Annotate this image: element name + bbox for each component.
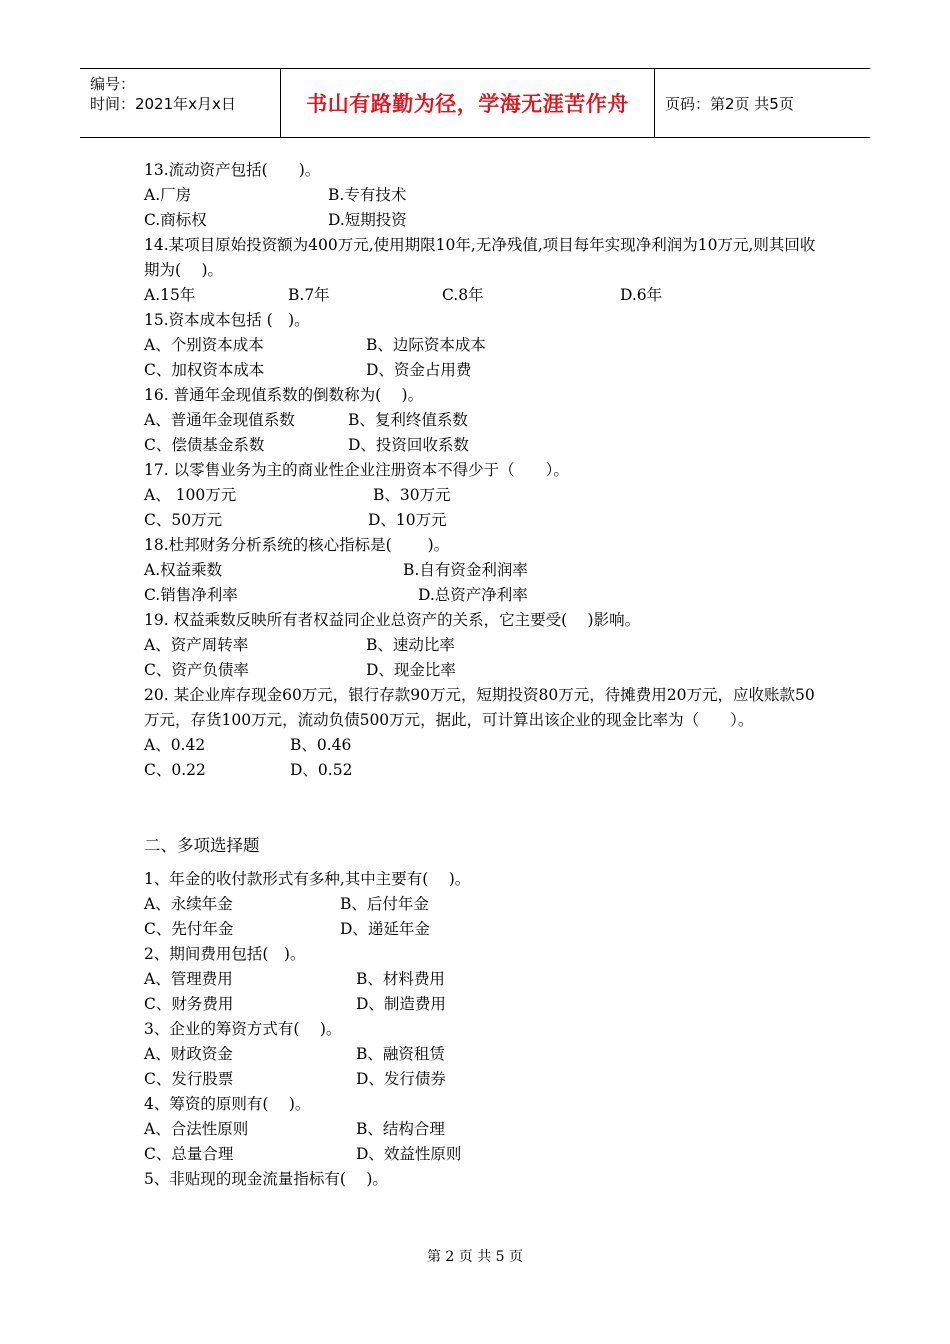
option: C、加权资本成本 [144, 361, 265, 379]
option: A、个别资本成本 [144, 336, 264, 354]
page-header [80, 68, 870, 138]
option: D、效益性原则 [356, 1145, 462, 1163]
motto: 书山有路勤为径，学海无涯苦作舟 [281, 69, 655, 137]
question-15: 15.资本成本包括 ( )。 [144, 311, 310, 329]
option: A、资产周转率 [144, 636, 249, 654]
option: C、发行股票 [144, 1070, 234, 1088]
option: A、0.42 [144, 736, 206, 754]
question-m3: 3、企业的筹资方式有( )。 [144, 1020, 342, 1038]
options-row [144, 1117, 824, 1142]
options-row [144, 208, 824, 233]
option: C.商标权 [144, 211, 207, 229]
options-row [144, 658, 824, 683]
options-row [144, 967, 824, 992]
question-16: 16. 普通年金现值系数的倒数称为( )。 [144, 386, 424, 404]
question-m4: 4、筹资的原则有( )。 [144, 1095, 311, 1113]
section-title: 二、多项选择题 [144, 836, 260, 855]
option: B、速动比率 [366, 636, 455, 654]
option: A.权益乘数 [144, 561, 223, 579]
option: A、永续年金 [144, 895, 233, 913]
options-row [144, 992, 824, 1017]
option: A.厂房 [144, 186, 192, 204]
option: D、投资回收系数 [348, 436, 469, 454]
option: A、管理费用 [144, 970, 233, 988]
option: C、先付年金 [144, 920, 234, 938]
option: C、50万元 [144, 511, 223, 529]
options-row [144, 1067, 824, 1092]
option: C、资产负债率 [144, 661, 249, 679]
option: C.销售净利率 [144, 586, 238, 604]
option: C、总量合理 [144, 1145, 234, 1163]
question-m5: 5、非贴现的现金流量指标有( )。 [144, 1170, 388, 1188]
option: A、合法性原则 [144, 1120, 249, 1138]
option: C、0.22 [144, 761, 206, 779]
page-indicator: 页码：第2页 共5页 [665, 95, 794, 113]
question-19: 19. 权益乘数反映所有者权益同企业总资产的关系，它主要受( )影响。 [144, 611, 641, 629]
option: B.专有技术 [328, 186, 407, 204]
option: A、 100万元 [144, 486, 237, 504]
question-18: 18.杜邦财务分析系统的核心指标是( )。 [144, 536, 450, 554]
question-14: 14.某项目原始投资额为400万元,使用期限10年,无净残值,项目每年实现净利润为10万元,则其回收期为( )。 [144, 236, 816, 279]
options-row [144, 433, 824, 458]
options-row [144, 892, 824, 917]
options-row [144, 758, 824, 783]
time-label: 时间：2021年x月x日 [90, 95, 236, 113]
options-row [144, 183, 824, 208]
question-13: 13.流动资产包括( )。 [144, 161, 321, 179]
options-row [144, 358, 824, 383]
option: B、边际资本成本 [366, 336, 486, 354]
number-label: 编号： [90, 75, 136, 93]
option: B.自有资金利润率 [403, 561, 528, 579]
options-row [144, 558, 824, 583]
option: B、复利终值系数 [348, 411, 468, 429]
option: D、0.52 [290, 761, 353, 779]
page-footer: 第 2 页 共 5 页 [426, 1249, 524, 1265]
option: D.短期投资 [328, 211, 407, 229]
options-row [144, 633, 824, 658]
question-m1: 1、年金的收付款形式有多种,其中主要有( )。 [144, 870, 471, 888]
header-left-cell [80, 69, 281, 137]
options-row [144, 333, 824, 358]
option: D、发行债券 [356, 1070, 446, 1088]
option: D.6年 [620, 286, 663, 304]
option: B、后付年金 [340, 895, 429, 913]
option: C、财务费用 [144, 995, 234, 1013]
option: B.7年 [288, 286, 330, 304]
option: D、递延年金 [340, 920, 430, 938]
options-row [144, 583, 824, 608]
option: A.15年 [144, 286, 196, 304]
options-row [144, 733, 824, 758]
options-row [144, 483, 824, 508]
options-row [144, 508, 824, 533]
option: A、普通年金现值系数 [144, 411, 295, 429]
options-row [144, 1042, 824, 1067]
option: B、结构合理 [356, 1120, 445, 1138]
document-body [144, 158, 824, 1192]
question-20: 20. 某企业库存现金60万元，银行存款90万元，短期投资80万元，待摊费用20万元，应收账款50万元，存货100万元，流动负债500万元，据此，可计算出该企业的现金比率为（ ）。 [144, 686, 815, 729]
option: D、资金占用费 [366, 361, 472, 379]
option: B、材料费用 [356, 970, 445, 988]
option: D、10万元 [368, 511, 447, 529]
option: C、偿债基金系数 [144, 436, 265, 454]
options-row [144, 408, 824, 433]
options-row [144, 917, 824, 942]
option: C.8年 [442, 286, 484, 304]
option: B、融资租赁 [356, 1045, 445, 1063]
option: B、30万元 [373, 486, 451, 504]
options-row [144, 1142, 824, 1167]
options-row [144, 283, 824, 308]
option: B、0.46 [290, 736, 352, 754]
question-m2: 2、期间费用包括( )。 [144, 945, 306, 963]
option: D、现金比率 [366, 661, 456, 679]
question-17: 17. 以零售业务为主的商业性企业注册资本不得少于（ ）。 [144, 461, 569, 479]
option: D、制造费用 [356, 995, 446, 1013]
option: A、财政资金 [144, 1045, 233, 1063]
option: D.总资产净利率 [418, 586, 528, 604]
